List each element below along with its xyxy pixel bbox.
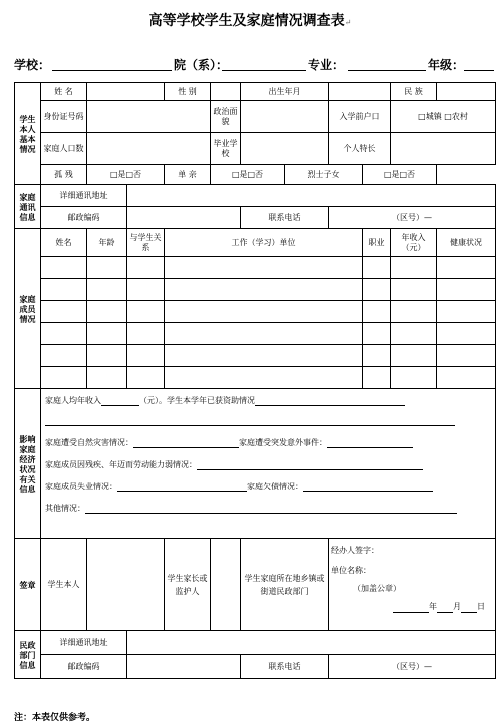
- member-cell[interactable]: [127, 323, 165, 345]
- civil-phone-label: 联系电话: [241, 655, 329, 679]
- school-field[interactable]: [52, 70, 172, 71]
- major-field[interactable]: [348, 70, 426, 71]
- economic-unemployment-line: [45, 481, 493, 503]
- footer-note: 注：本表仅供参考。: [14, 713, 96, 723]
- member-cell[interactable]: [87, 301, 127, 323]
- member-cell[interactable]: [437, 279, 496, 301]
- member-cell[interactable]: [437, 301, 496, 323]
- section-contact: 家庭通讯信息: [15, 185, 41, 229]
- member-cell[interactable]: [87, 279, 127, 301]
- ethnicity-field[interactable]: [437, 83, 496, 101]
- economic-income-cont: [45, 415, 493, 437]
- hukou-label: 入学前户口: [329, 101, 391, 133]
- member-col-name: 姓名: [41, 229, 87, 257]
- section-economic: 影响家庭经济状况有关信息: [15, 389, 41, 539]
- debt-field[interactable]: [303, 483, 433, 492]
- day-label: 日: [477, 602, 486, 611]
- member-row: [15, 367, 496, 389]
- section-basic: 学生本人基本情况: [15, 83, 41, 185]
- unemployment-field[interactable]: [117, 483, 247, 492]
- accident-field[interactable]: [327, 439, 413, 448]
- sign-date: [331, 601, 493, 613]
- member-row: [15, 301, 496, 323]
- single-parent-yesno[interactable]: □是□否: [211, 165, 285, 185]
- member-col-age: 年龄: [87, 229, 127, 257]
- political-field[interactable]: [241, 101, 329, 133]
- aid-field-cont[interactable]: [45, 417, 455, 426]
- year-label: 年: [429, 602, 438, 611]
- income-field[interactable]: [101, 397, 139, 406]
- village-checkbox[interactable]: □农村: [444, 111, 468, 121]
- martyr-yesno[interactable]: □是□否: [363, 165, 437, 185]
- member-cell[interactable]: [127, 345, 165, 367]
- civil-phone-field[interactable]: （区号）—: [329, 655, 496, 679]
- member-cell[interactable]: [391, 323, 437, 345]
- disaster-field[interactable]: [133, 439, 239, 448]
- grade-field[interactable]: [464, 70, 494, 71]
- contact-address-field[interactable]: [127, 185, 496, 207]
- member-cell[interactable]: [363, 345, 391, 367]
- political-label: 政治面貌: [211, 101, 241, 133]
- unit-label: 单位名称：: [331, 566, 371, 575]
- aid-field[interactable]: [255, 397, 405, 406]
- month-label: 月: [453, 602, 462, 611]
- member-cell[interactable]: [87, 367, 127, 389]
- member-cell[interactable]: [127, 279, 165, 301]
- member-cell[interactable]: [363, 257, 391, 279]
- contact-postcode-label: 邮政编码: [41, 207, 127, 229]
- sign-student-field[interactable]: [87, 539, 165, 631]
- talent-label: 个人特长: [329, 133, 391, 165]
- disaster-label: 家庭遭受自然灾害情况：: [45, 438, 133, 447]
- member-cell[interactable]: [437, 367, 496, 389]
- grade-label: 年级：: [428, 58, 465, 72]
- member-col-occupation: 职业: [363, 229, 391, 257]
- member-cell[interactable]: [127, 257, 165, 279]
- sign-student-label: 学生本人: [41, 539, 87, 631]
- contact-postcode-field[interactable]: [127, 207, 241, 229]
- page-title: 高等学校学生及家庭情况调查表↵: [148, 13, 352, 29]
- sign-civil-block: [329, 539, 496, 631]
- civil-address-field[interactable]: [127, 631, 496, 655]
- member-cell[interactable]: [41, 345, 87, 367]
- member-row: [15, 345, 496, 367]
- member-cell[interactable]: [363, 279, 391, 301]
- talent-field[interactable]: [391, 133, 496, 165]
- title-text: 高等学校学生及家庭情况调查表: [148, 13, 345, 29]
- other-label: 其他情况：: [45, 504, 85, 513]
- member-cell[interactable]: [165, 301, 363, 323]
- orphan-yesno[interactable]: □是□否: [87, 165, 165, 185]
- disability-field[interactable]: [197, 461, 423, 470]
- sign-guardian-label: 学生家长或监护人: [165, 539, 211, 631]
- unemployment-label: 家庭成员失业情况：: [45, 482, 117, 491]
- civil-postcode-field[interactable]: [127, 655, 241, 679]
- month-field[interactable]: [437, 604, 453, 613]
- member-cell[interactable]: [41, 323, 87, 345]
- ethnicity-label: 民 族: [391, 83, 437, 101]
- contact-address-label: 详细通讯地址: [41, 185, 127, 207]
- member-cell[interactable]: [391, 301, 437, 323]
- family-size-label: 家庭人口数: [41, 133, 87, 165]
- member-col-income: 年收入（元）: [391, 229, 437, 257]
- handler-label: 经办人签字：: [331, 546, 379, 555]
- section-sign: 签章: [15, 539, 41, 631]
- member-cell[interactable]: [363, 323, 391, 345]
- martyr-label: 烈士子女: [285, 165, 363, 185]
- member-cell[interactable]: [41, 301, 87, 323]
- member-cell[interactable]: [437, 345, 496, 367]
- id-label: 身份证号码: [41, 101, 87, 133]
- economic-income-line: [45, 395, 493, 415]
- member-cell[interactable]: [165, 279, 363, 301]
- member-cell[interactable]: [437, 257, 496, 279]
- economic-block: [41, 389, 496, 539]
- member-cell[interactable]: [165, 257, 363, 279]
- income-label: 家庭人均年收入: [45, 396, 101, 405]
- member-cell[interactable]: [127, 367, 165, 389]
- member-col-workplace: 工作（学习）单位: [165, 229, 363, 257]
- other-field[interactable]: [85, 505, 457, 514]
- name-field[interactable]: [87, 83, 165, 101]
- orphan-label: 孤 残: [41, 165, 87, 185]
- member-cell[interactable]: [127, 301, 165, 323]
- school-grad-label: 毕业学校: [211, 133, 241, 165]
- seal-label: （加盖公章）: [353, 584, 401, 593]
- college-field[interactable]: [222, 70, 306, 71]
- economic-other-line: [45, 503, 493, 521]
- member-row: [15, 279, 496, 301]
- town-checkbox[interactable]: □城镇: [418, 111, 442, 121]
- member-cell[interactable]: [41, 367, 87, 389]
- year-field[interactable]: [393, 604, 429, 613]
- college-label: 院（系）：: [174, 58, 229, 72]
- member-cell[interactable]: [165, 323, 363, 345]
- birth-field[interactable]: [329, 83, 391, 101]
- member-col-health: 健康状况: [437, 229, 496, 257]
- single-parent-label: 单 亲: [165, 165, 211, 185]
- school-label: 学校：: [14, 58, 51, 72]
- id-field[interactable]: [87, 101, 211, 133]
- economic-disaster-line: [45, 437, 493, 459]
- disability-label: 家庭成员因残疾、年迈而劳动能力弱情况：: [45, 460, 197, 469]
- civil-address-label: 详细通讯地址: [41, 631, 127, 655]
- member-cell[interactable]: [87, 345, 127, 367]
- aid-label: （元）。学生本学年已获资助情况: [139, 396, 255, 405]
- member-cell[interactable]: [41, 257, 87, 279]
- birth-label: 出生年月: [241, 83, 329, 101]
- gender-field[interactable]: [211, 83, 241, 101]
- debt-label: 家庭欠债情况：: [247, 482, 303, 491]
- member-cell[interactable]: [363, 301, 391, 323]
- school-grad-field[interactable]: [241, 133, 329, 165]
- members-header-row: [15, 229, 496, 257]
- member-cell[interactable]: [391, 279, 437, 301]
- name-label: 姓 名: [41, 83, 87, 101]
- hukou-options[interactable]: [391, 101, 496, 133]
- sign-civil-label: 学生家庭所在地乡镇或街道民政部门: [241, 539, 329, 631]
- member-cell[interactable]: [165, 345, 363, 367]
- member-row: [15, 323, 496, 345]
- member-row: [15, 257, 496, 279]
- member-cell[interactable]: [87, 323, 127, 345]
- member-cell[interactable]: [391, 345, 437, 367]
- section-civil: 民政部门信息: [15, 631, 41, 679]
- member-cell[interactable]: [165, 367, 363, 389]
- day-field[interactable]: [461, 604, 477, 613]
- member-cell[interactable]: [437, 323, 496, 345]
- member-col-relation: 与学生关系: [127, 229, 165, 257]
- contact-phone-field[interactable]: （区号）—: [329, 207, 496, 229]
- member-cell[interactable]: [41, 279, 87, 301]
- economic-disability-line: [45, 459, 493, 481]
- major-label: 专业：: [308, 58, 345, 72]
- member-cell[interactable]: [363, 367, 391, 389]
- contact-phone-label: 联系电话: [241, 207, 329, 229]
- gender-label: 性 别: [165, 83, 211, 101]
- member-cell[interactable]: [87, 257, 127, 279]
- member-cell[interactable]: [391, 367, 437, 389]
- school-info-line: [14, 56, 494, 74]
- member-cell[interactable]: [391, 257, 437, 279]
- accident-label: 家庭遭受突发意外事件：: [239, 438, 327, 447]
- civil-postcode-label: 邮政编码: [41, 655, 127, 679]
- section-members: 家庭成员情况: [15, 229, 41, 389]
- sign-guardian-field[interactable]: [211, 539, 241, 631]
- family-size-field[interactable]: [87, 133, 211, 165]
- survey-form-table: [14, 82, 496, 679]
